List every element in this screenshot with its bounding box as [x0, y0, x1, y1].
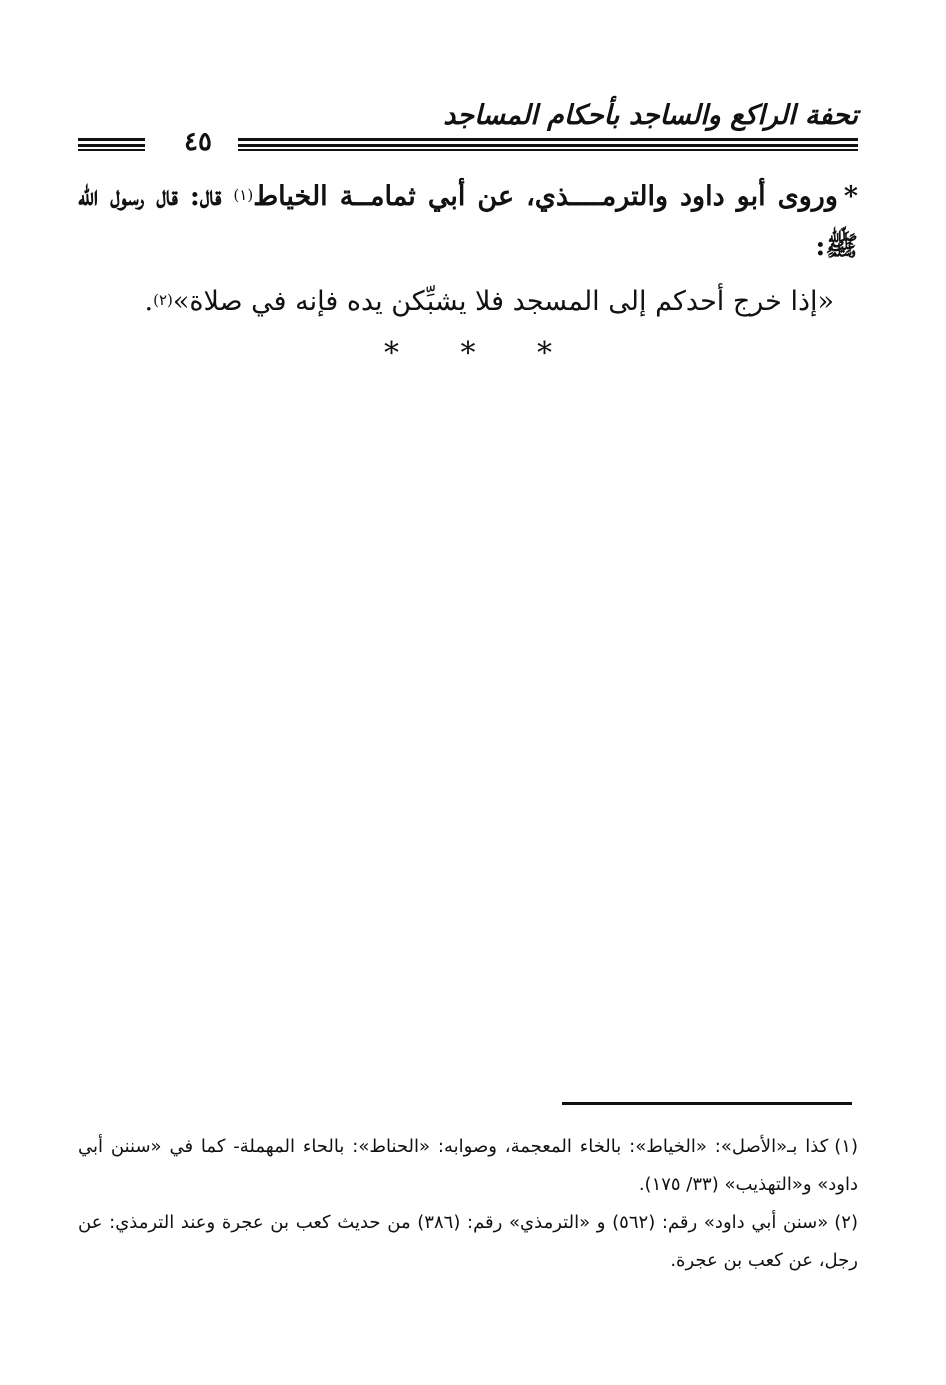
footnotes	[78, 1128, 858, 1280]
hadith-text: «إذا خرج أحدكم إلى المسجد فلا يشبِّكن يده فإنه في صلاة»	[172, 286, 834, 317]
footnote-1-marker: (١)	[834, 1136, 858, 1157]
hadith-end: .	[144, 286, 154, 317]
hadith-quote	[78, 276, 834, 328]
section-separator: * * *	[383, 336, 579, 371]
page-number: ٤٥	[184, 127, 212, 157]
footnote-2-text: «سنن أبي داود» رقم: (٥٦٢) و «الترمذي» رقم: (٣٨٦) من حديث كعب بن عجرة وعند الترمذي: عن رجل، عن كعب بن عجرة.	[78, 1212, 858, 1271]
header-rule-right	[238, 138, 858, 151]
footnote-2-marker: (٢)	[834, 1212, 858, 1233]
footnote-1	[78, 1128, 858, 1204]
running-title: تحفة الراكع والساجد بأحكام المساجد	[443, 100, 858, 131]
footnote-divider	[562, 1102, 852, 1105]
footnote-1-text: كذا بـ«الأصل»: «الخياط»: بالخاء المعجمة، وصوابه: «الحناط»: بالحاء المهملة- كما في «سننن أبي داود» و«التهذيب» (٣٣/ ١٧٥).	[78, 1136, 858, 1195]
narration-text: وروى أبو داود والترمــــذي، عن أبي ثمامــة الخياط	[253, 181, 838, 212]
header-rule-left	[78, 138, 145, 151]
footnote-ref-2: (٢)	[153, 291, 173, 309]
footnote-2	[78, 1204, 858, 1280]
narration-paragraph	[78, 172, 858, 272]
main-text	[78, 172, 858, 374]
paragraph-bullet: *	[843, 181, 859, 212]
narration-tail: قال: قال رسول الله ﷺ:	[78, 181, 858, 262]
footnote-ref-1: (١)	[233, 186, 254, 204]
